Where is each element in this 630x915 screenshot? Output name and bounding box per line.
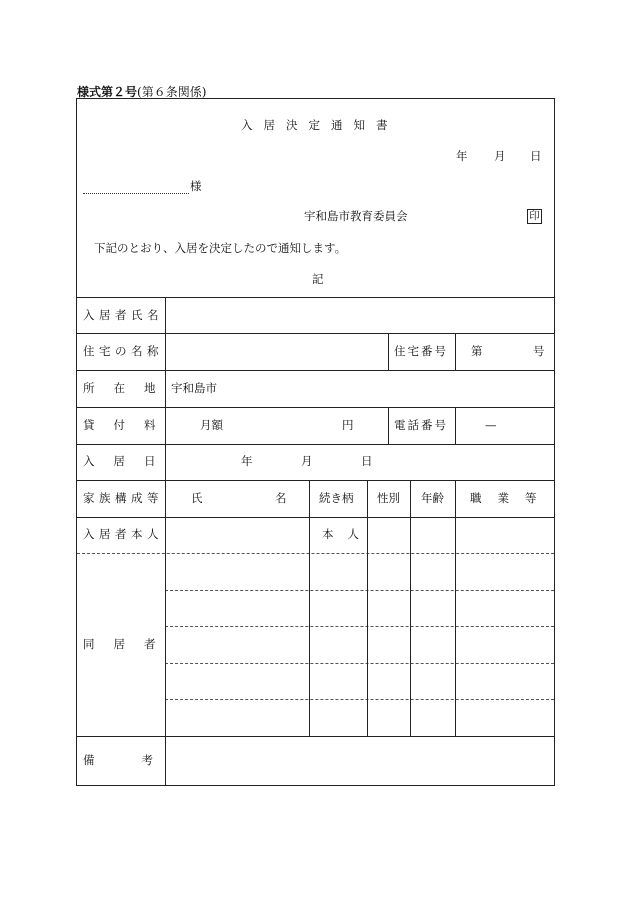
seal-mark: 印 <box>527 209 542 224</box>
row-rule <box>77 370 554 371</box>
location-value: 宇和島市 <box>171 381 217 395</box>
move-in-year: 年 <box>241 454 253 468</box>
recipient-suffix: 様 <box>190 179 202 193</box>
row-rule <box>77 480 554 481</box>
family-composition-label: 家族構成等 <box>83 491 163 505</box>
rent-monthly-label: 月額 <box>200 418 223 432</box>
self-relationship: 本人 <box>322 527 373 541</box>
house-name-label: 住宅の名称 <box>83 344 163 358</box>
column-rule <box>455 407 456 444</box>
notice-body: 下記のとおり、入居を決定したので通知します。 <box>94 241 347 255</box>
house-number-prefix: 第 <box>471 344 483 358</box>
row-rule <box>77 444 554 445</box>
column-age: 年齢 <box>421 491 444 505</box>
column-rule <box>309 480 310 736</box>
rent-unit: 円 <box>342 418 354 432</box>
label-column-rule <box>165 297 166 785</box>
date-month: 月 <box>494 149 506 163</box>
ki-heading: 記 <box>312 272 324 286</box>
house-number-label: 住宅番号 <box>394 344 448 358</box>
move-in-month: 月 <box>301 454 313 468</box>
move-in-date-label: 入居日 <box>83 454 175 468</box>
row-rule-dashed <box>165 663 554 664</box>
form-number: 様式第２号 <box>77 85 138 99</box>
column-rule <box>388 407 389 444</box>
column-name-first-char: 氏 <box>191 491 203 505</box>
house-number-suffix: 号 <box>533 344 545 358</box>
column-rule <box>455 480 456 736</box>
column-occupation: 職業等 <box>470 491 553 505</box>
row-rule-dashed <box>77 553 554 554</box>
phone-separator: — <box>485 418 497 432</box>
column-rule <box>410 480 411 736</box>
row-rule <box>77 407 554 408</box>
occupant-name-field[interactable] <box>166 298 553 332</box>
column-name-second-char: 名 <box>275 491 287 505</box>
issuer-name: 宇和島市教育委員会 <box>304 209 408 223</box>
notice-title: 入居決定通知書 <box>241 118 399 132</box>
column-sex: 性別 <box>377 491 400 505</box>
row-rule-dashed <box>165 699 554 700</box>
column-rule <box>455 333 456 370</box>
phone-number-label: 電話番号 <box>394 418 448 432</box>
move-in-day: 日 <box>361 454 373 468</box>
column-rule <box>388 333 389 370</box>
rent-label: 貸付料 <box>83 418 175 432</box>
recipient-name-line[interactable] <box>83 193 189 194</box>
row-rule-dashed <box>165 626 554 627</box>
occupant-self-label: 入居者本人 <box>83 527 163 541</box>
row-rule <box>77 517 554 518</box>
location-label: 所在地 <box>83 381 175 395</box>
date-day: 日 <box>530 149 542 163</box>
remarks-field[interactable] <box>166 738 553 784</box>
form-article-reference: (第６条関係) <box>137 85 207 99</box>
cohabitants-label: 同居者 <box>83 637 175 651</box>
house-name-field[interactable] <box>166 334 387 369</box>
column-rule <box>367 480 368 736</box>
date-year: 年 <box>456 149 468 163</box>
row-rule <box>77 736 554 737</box>
remarks-label: 備考 <box>83 753 200 767</box>
column-relationship: 続き柄 <box>319 491 354 505</box>
notice-form <box>76 98 555 786</box>
row-rule-dashed <box>165 590 554 591</box>
occupant-name-label: 入居者氏名 <box>83 308 163 322</box>
